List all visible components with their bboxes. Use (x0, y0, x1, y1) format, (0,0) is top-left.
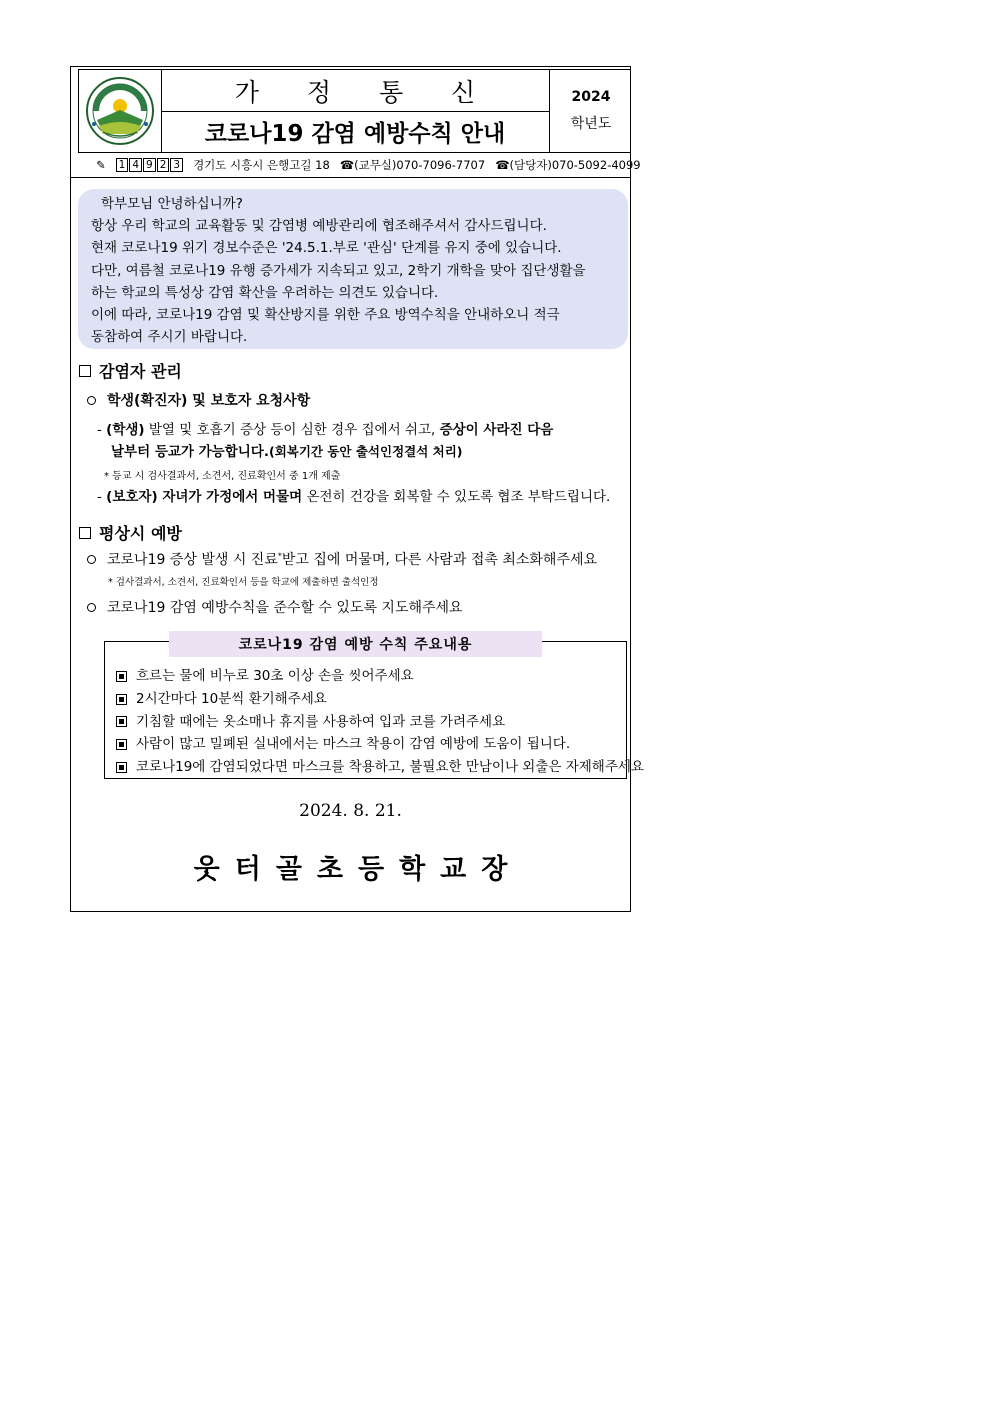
year-value: 2024 (571, 89, 611, 105)
tips-box (104, 637, 644, 779)
list-item: 기침할 때에는 옷소매나 휴지를 사용하여 입과 코를 가려주세요 (116, 711, 644, 734)
filled-square-icon (116, 762, 127, 773)
school-logo (79, 70, 162, 152)
filled-square-icon (116, 739, 127, 750)
greeting-line: 항상 우리 학교의 교육활동 및 감염병 예방관리에 협조해주셔서 감사드립니다. (91, 218, 547, 235)
list-item: 코로나19에 감염되었다면 마스크를 착용하고, 불필요한 만남이나 외출은 자제해주세요 (116, 756, 644, 779)
circle-bullet-icon (87, 555, 96, 564)
circle-bullet-icon (87, 396, 96, 405)
checkbox-square-icon (79, 365, 91, 377)
student-note: * 등교 시 검사결과서, 소견서, 진료확인서 중 1개 제출 (104, 471, 341, 482)
greeting-line: 다만, 여름철 코로나19 유행 증가세가 지속되고 있고, 2학기 개학을 맞아 집단생활을 (91, 262, 586, 279)
tips-title: 코로나19 감염 예방 수칙 주요내용 (169, 631, 542, 657)
list-item: 2시간마다 10분씩 환기해주세요 (116, 688, 644, 711)
section-heading-prevention: 평상시 예방 (79, 521, 182, 544)
checkbox-square-icon (79, 527, 91, 539)
address-icon: ✎ (96, 158, 106, 172)
circle-bullet-icon (87, 603, 96, 612)
newsletter-frame (70, 66, 644, 912)
issue-date: 2024. 8. 21. (299, 801, 402, 821)
section-heading-infected: 감염자 관리 (79, 359, 182, 382)
filled-square-icon (116, 716, 127, 727)
newsletter-label: 가 정 통 신 (161, 70, 549, 112)
prevention-item: 코로나19 증상 발생 시 진료*받고 집에 머물며, 다른 사람과 접촉 최소화해주세요 (87, 549, 597, 569)
signer: 웃터골초등학교장 (193, 854, 523, 885)
filled-square-icon (116, 694, 127, 705)
divider (71, 177, 630, 178)
street-address: 경기도 시흥시 은행고길 18 (193, 158, 330, 172)
address-line (96, 156, 641, 174)
office-phone: ☎(교무실)070-7096-7707 (339, 158, 486, 172)
greeting-line: 학부모님 안녕하십니까? (101, 196, 243, 212)
year-suffix: 학년도 (570, 116, 612, 132)
title-cell (161, 70, 550, 152)
filled-square-icon (116, 671, 127, 682)
guardian-guideline: - (보호자) 자녀가 가정에서 머물며 온전히 건강을 회복할 수 있도록 협조 부탁드립니다. (97, 489, 611, 505)
contact-phone: ☎(담당자)070-5092-4099 (495, 158, 641, 172)
zip-code: 1 4 9 2 3 (116, 158, 183, 172)
greeting-line: 이에 따라, 코로나19 감염 및 확산방지를 위한 주요 방역수칙을 안내하오니 적극 (91, 307, 560, 324)
header-table (78, 69, 631, 153)
student-guideline: - (학생) 발열 및 호흡기 증상 등이 심한 경우 집에서 쉬고, 증상이 사라진 다음 (97, 422, 554, 438)
greeting-line: 동참하여 주시기 바랍니다. (91, 329, 248, 346)
tips-list (116, 665, 644, 779)
subsection-requests: 학생(확진자) 및 보호자 요청사항 (87, 390, 310, 410)
school-year (551, 70, 631, 152)
page-title: 코로나19 감염 예방수칙 안내 (204, 121, 506, 147)
greeting-line: 현재 코로나19 위기 경보수준은 '24.5.1.부로 '관심' 단계를 유지 중에 있습니다. (91, 240, 562, 257)
prevention-note: * 검사결과서, 소견서, 진료확인서 등을 학교에 제출하면 출석인정 (108, 577, 379, 588)
prevention-item: 코로나19 감염 예방수칙을 준수할 수 있도록 지도해주세요 (87, 597, 463, 617)
school-emblem-icon (79, 70, 161, 152)
list-item: 사람이 많고 밀폐된 실내에서는 마스크 착용이 감염 예방에 도움이 됩니다. (116, 733, 644, 756)
greeting-box (78, 189, 628, 349)
student-guideline-cont: 날부터 등교가 가능합니다.(회복기간 동안 출석인정결석 처리) (111, 444, 463, 460)
list-item: 흐르는 물에 비누로 30초 이상 손을 씻어주세요 (116, 665, 644, 688)
greeting-line: 하는 학교의 특성상 감염 확산을 우려하는 의견도 있습니다. (91, 284, 439, 301)
